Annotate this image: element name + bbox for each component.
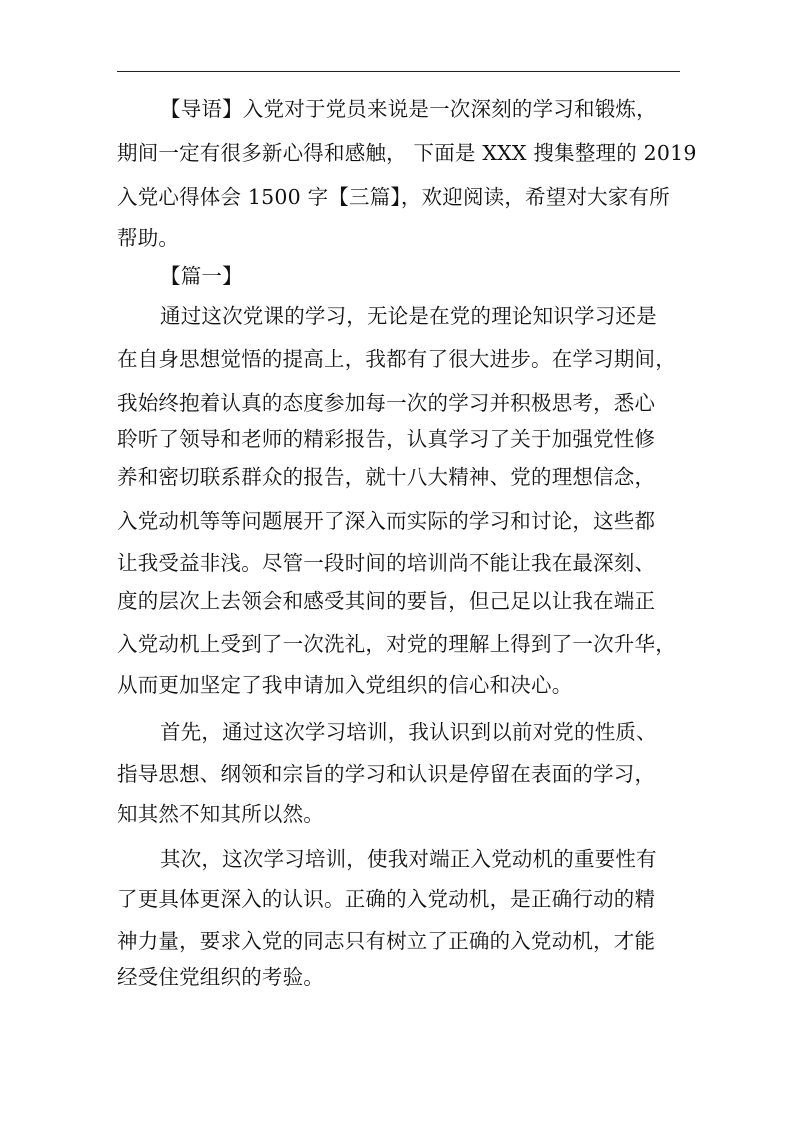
intro-line-1: 【导语】入党对于党员来说是一次深刻的学习和锻炼， xyxy=(160,97,657,121)
body-1-line-3: 我始终抱着认真的态度参加每一次的学习并积极思考，悉心 xyxy=(117,391,656,415)
body-1-line-5: 养和密切联系群众的报告，就十八大精神、党的理想信念， xyxy=(117,465,656,489)
body-3-line-1: 其次，这次学习培训，使我对端正入党动机的重要性有 xyxy=(160,847,657,871)
body-3-line-3: 神力量，要求入党的同志只有树立了正确的入党动机，才能 xyxy=(117,929,656,953)
body-2-line-3: 知其然不知其所以然。 xyxy=(117,802,324,826)
body-1-line-7: 让我受益非浅。尽管一段时间的培训尚不能让我在最深刻、 xyxy=(117,551,656,575)
section-heading: 【篇一】 xyxy=(160,264,243,288)
body-1-line-1: 通过这次党课的学习，无论是在党的理论知识学习还是 xyxy=(160,304,657,328)
body-1-line-10: 从而更加坚定了我申请加入党组织的信心和决心。 xyxy=(117,673,573,697)
body-1-line-8: 度的层次上去领会和感受其间的要旨，但己足以让我在端正 xyxy=(117,589,656,613)
body-1-line-9: 入党动机上受到了一次洗礼，对党的理解上得到了一次升华， xyxy=(117,632,676,656)
intro-line-3: 入党心得体会 1500 字【三篇】，欢迎阅读，希望对大家有所 xyxy=(117,185,670,209)
body-1-line-2: 在自身思想觉悟的提高上，我都有了很大进步。在学习期间， xyxy=(117,347,676,371)
body-1-line-4: 聆听了领导和老师的精彩报告，认真学习了关于加强党性修 xyxy=(117,427,656,451)
body-1-line-6: 入党动机等等问题展开了深入而实际的学习和讨论，这些都 xyxy=(117,509,656,533)
body-2-line-2: 指导思想、纲领和宗旨的学习和认识是停留在表面的学习， xyxy=(117,762,656,786)
intro-line-4: 帮助。 xyxy=(117,226,180,250)
body-3-line-2: 了更具体更深入的认识。正确的入党动机，是正确行动的精 xyxy=(117,887,656,911)
body-3-line-4: 经受住党组织的考验。 xyxy=(117,965,324,989)
body-2-line-1: 首先，通过这次学习培训，我认识到以前对党的性质、 xyxy=(160,720,657,744)
intro-line-2: 期间一定有很多新心得和感触， 下面是 XXX 搜集整理的 2019 xyxy=(117,141,697,165)
